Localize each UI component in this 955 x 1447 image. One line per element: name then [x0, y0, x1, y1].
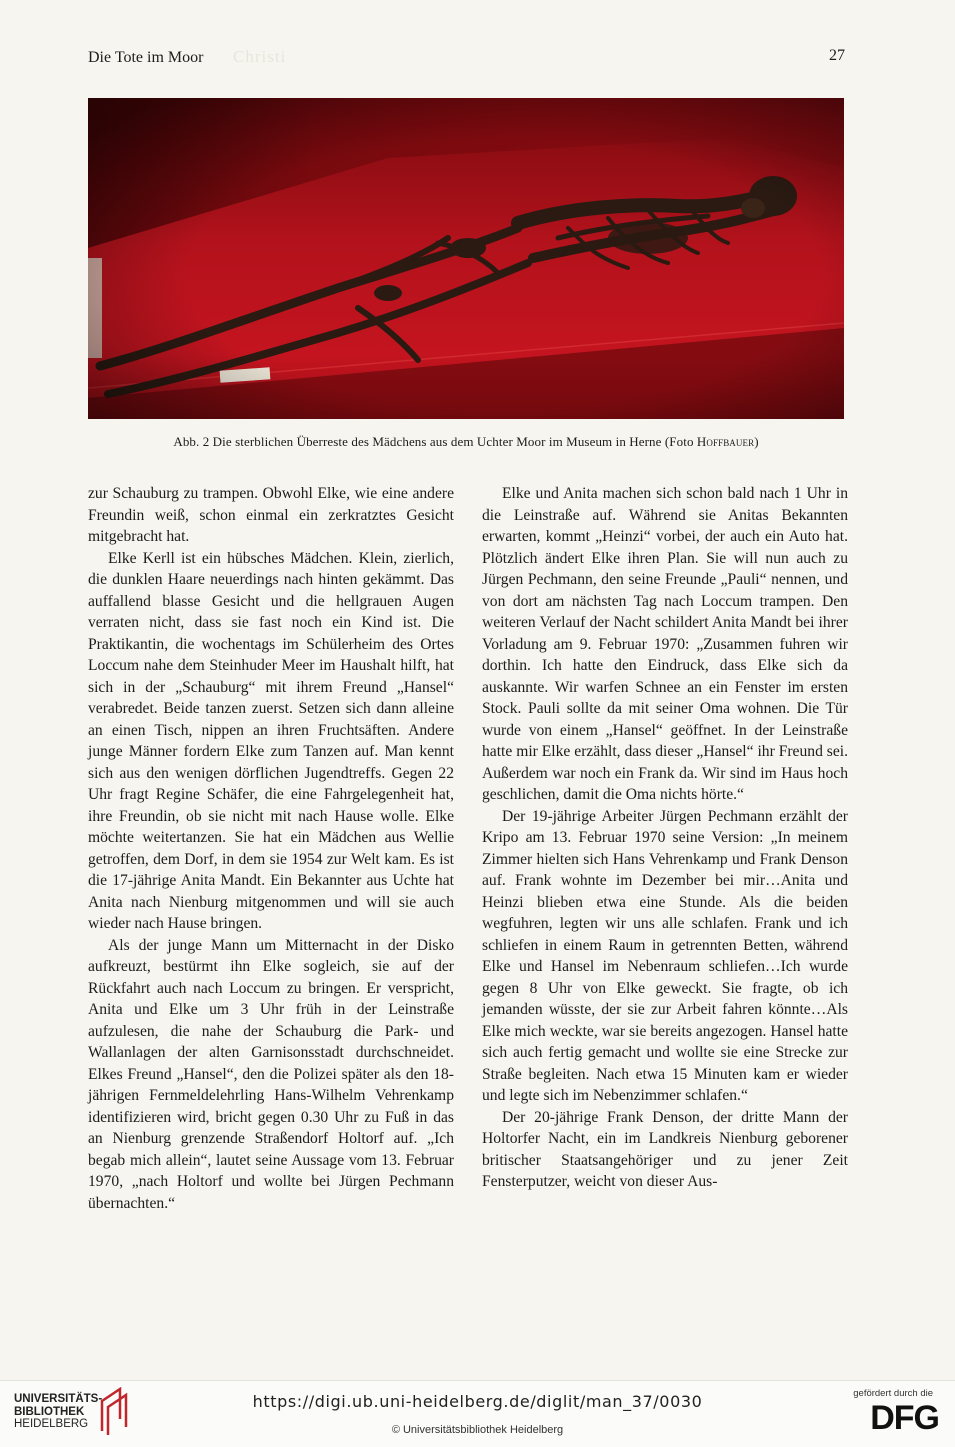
- paragraph: Elke und Anita machen sich schon bald nach 1 Uhr in die Leinstraße auf. Während sie Anitas Bekannten erwarten, kommt „Heinzi“ vorbei, der auch ein Auto hat. Plötzlich ändert Elke ihren Plan. Sie will nun auch zu Jürgen Pechmann, den seine Freunde „Pauli“ nennen, und von dort am nächsten Tag nach Loccum trampen. Den weiteren Verlauf der Nacht schildert Anita Mandt bei ihrer Vorladung am 9. Februar 1970: „Zusammen fuhren wir dorthin. Ich hatte den Eindruck, dass Elke sich da auskannte. Wir warfen Schnee an ein Fenster im ersten Stock. Pauli sollte da mit seiner Oma wohnen. Die Tür wurde von einem „Hansel“ geöffnet. In der Leinstraße hatte mir Elke erzählt, dass dieser „Hansel“ ihr Freund sei. Außerdem war noch ein Frank da. Wir sind im Haus hoch geschlichen, damit die Oma nichts hörte.“: [482, 485, 848, 803]
- paragraph: Elke Kerll ist ein hübsches Mädchen. Klein, zierlich, die dunklen Haare neuerdings nach hinten gekämmt. Das auffallend blasse Gesicht und die hellgrauen Augen verraten nicht, dass sie fast noch ein Kind ist. Die Praktikantin, die wochentags im Schülerheim des Ortes Loccum nahe dem Steinhuder Meer im Haushalt hilft, hat sich in der „Schauburg“ mit ihrem Freund „Hansel“ verabredet. Beide tanzen zuerst. Setzen sich dann alleine an einen Tisch, nippen an ihren Fruchtsäften. Andere junge Männer fordern Elke zum Tanzen auf. Man kennt sich aus den wenigen dörflichen Jugendtreffs. Gegen 22 Uhr fragt Regine Schäfer, die eine Fahrgelegenheit hat, ihre Freundin, ob sie nicht mit nach Hause wolle. Elke möchte weitertanzen. Sie hat ein Mädchen aus Wellie getroffen, dem Dorf, in dem sie 1954 zur Welt kam. Es ist die 17-jährige Anita Mandt. Ein Bekannter aus Uchte hat Anita nach Nienburg mitgenommen und will sie auch wieder nach Hause bringen.: [88, 549, 454, 932]
- museum-photo: [88, 98, 844, 419]
- paragraph: Der 19-jährige Arbeiter Jürgen Pechmann erzählt der Kripo am 13. Februar 1970 seine Version: „In meinem Zimmer hielten sich Hans Vehrenkamp und Frank Denson auf. Frank wohnte im Dezember bei mir…Anita und Heinzi blieben etwa eine Stunde. Als die beiden wegfuhren, legten wir uns alle schlafen. Frank und ich schliefen in einem Raum in getrennten Betten, während Elke und Hansel im Nebenraum schliefen…Ich wurde gegen 8 Uhr von Elke geweckt. Sie fragte, ob ich jemanden wüsste, der sie zur Arbeit fahren könnte…Als Elke mich weckte, war sie bereits angezogen. Hansel hatte sich auch fertig gemacht und wollte sie eine Strecke zur Straße begleiten. Nach etwa 15 Minuten kam er wieder und legte sich im Nebenzimmer schlafen.“: [482, 807, 848, 1104]
- viewer-footer: [0, 1380, 955, 1447]
- paragraph: Der 20-jährige Frank Denson, der dritte Mann der Holtorfer Nacht, ein im Landkreis Nienburg geborener britischer Staatsangehöriger und zu jener Zeit Fensterputzer, weicht von dieser Aus-: [482, 1108, 848, 1190]
- right-column: [482, 483, 848, 1193]
- library-name-line-3: HEIDELBERG: [14, 1418, 89, 1430]
- running-title: Die Tote im Moor: [88, 49, 204, 66]
- caption-end: ): [754, 434, 759, 449]
- library-name-line-2: BIBLIOTHEK: [14, 1405, 85, 1418]
- permalink-url[interactable]: https://digi.ub.uni-heidelberg.de/diglit/man_37/0030: [252, 1392, 703, 1411]
- caption-text: Abb. 2 Die sterblichen Überreste des Mädchens aus dem Uchter Moor im Museum in Herne (Foto: [173, 434, 697, 449]
- library-name-line-1: UNIVERSITÄTS-: [14, 1393, 103, 1405]
- funding-note: gefördert durch die: [853, 1388, 933, 1399]
- copyright-notice: © Universitätsbibliothek Heidelberg: [391, 1424, 564, 1436]
- left-column: [88, 483, 454, 1214]
- bog-body-photo-image: [88, 98, 844, 419]
- paragraph: zur Schauburg zu trampen. Obwohl Elke, wie eine andere Freundin weiß, schon einmal ein zerkratztes Gesicht mitgebracht hat.: [88, 485, 454, 545]
- paragraph: Als der junge Mann um Mitternacht in der Disko aufkreuzt, bestürmt ihn Elke sogleich, sie auf der Rückfahrt auch nach Loccum zu bringen. Er verspricht, Anita und Elke um 3 Uhr früh in der Leinstraße aufzulesen, die nahe der Schauburg die Park- und Wallanlagen der alten Garnisonsstadt durchschneidet. Elkes Freund „Hansel“, den die Polizei später als den 18-jährigen Fernmeldelehrling Hans-Wilhelm Vehrenkamp identifizieren wird, bricht gegen 0.30 Uhr zu Fuß in das an Nienburg grenzende Straßendorf Holtorf auf. „Ich begab mich allein“, lautet seine Aussage vom 13. Februar 1970, „nach Holtorf und wollte bei Jürgen Pechmann übernachten.“: [88, 936, 454, 1212]
- caption-photo-credit: Hoffbauer: [696, 434, 755, 449]
- dfg-logo: DFG: [870, 1399, 939, 1437]
- bleed-through-text: Christi: [233, 47, 287, 66]
- figure-caption: [88, 434, 844, 450]
- page-number: 27: [829, 47, 845, 64]
